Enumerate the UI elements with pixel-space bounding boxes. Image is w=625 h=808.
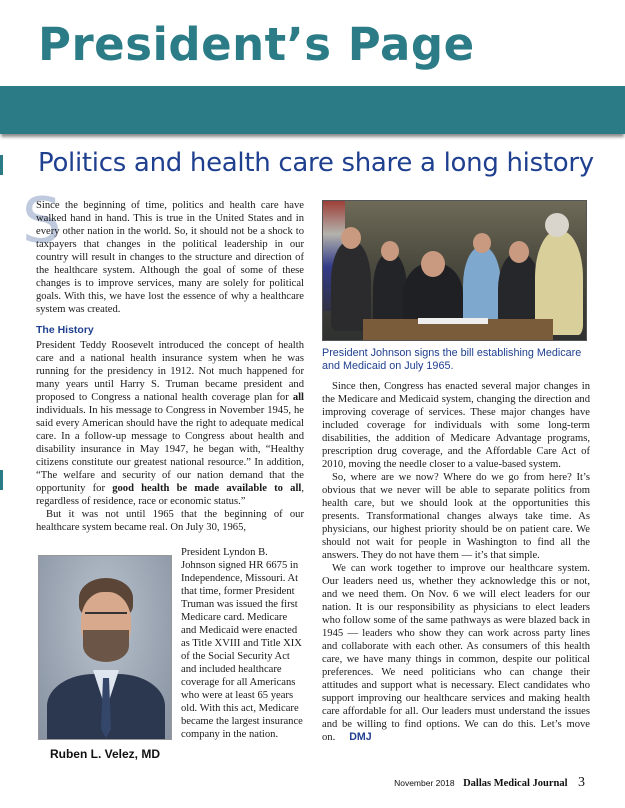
photo-caption: President Johnson signs the bill establishing Medicare and Medicaid on July 1965. [322, 347, 582, 372]
wrap-column [181, 546, 305, 741]
left-column [36, 199, 304, 534]
author-name: Ruben L. Velez, MD [49, 747, 160, 761]
issue-date: November 2018 [394, 778, 455, 788]
history-paragraph-2: But it was not until 1965 that the beginning of our healthcare system became real. On July 30, 1965, [36, 509, 304, 533]
header-band [0, 86, 625, 134]
margin-tick [0, 155, 3, 175]
history-paragraph-2-cont: President Lyndon B. Johnson signed HR 6675 in Independence, Missouri. At that time, former President Truman was issued the first Medicare card. Medicare and Medicaid were enacted as Title XVIII and Title XIX of the Social Security Act and included healthcare coverage for all Americans who were at least 65 years old. With this act, Medicare became the largest insurance company in the nation. [181, 547, 303, 740]
right-paragraph-1: Since then, Congress has enacted several major changes in the Medicare and Medicaid system, changing the direction and improving coverage of services. These major changes have included coverage for individuals with some long-term disabilities, the addition of Medicare Advantage programs, prescription drug coverage, and the Affordable Care Act of 2010, moving the needle closer to a value-based system. [322, 381, 590, 470]
right-paragraph-3: We can work together to improve our healthcare system. Our leaders need us, whether they acknowledge this or not, and we need them. On Nov. 6 we will elect leaders for our nation. It is our responsibility as physicians to elect leaders who follow some of the same pathways as were blazed back in 1945 — leaders who show they can work across party lines and collaborate with each other. As consumers of this health care, we have many things in common, despite our political preferences. We need politicians who can change their attitudes and support what is necessary. Elect candidates who support improving our healthcare services and making health care affordable for all. Our leaders must understand the issues and be willing to find options. We can do this. Let’s move on. DMJ [322, 563, 590, 743]
page-title: President’s Page [38, 18, 475, 71]
article-headline: Politics and health care share a long history [38, 148, 594, 178]
page-number: 3 [578, 775, 585, 790]
right-column [322, 380, 590, 744]
history-paragraph-1: President Teddy Roosevelt introduced the concept of health care and a national health insurance system when he was running for the presidency in 1912. Not much happened for many years until Harry S. Truman became president and proposed to Congress a national health coverage plan for all individuals. In his message to Congress in November 1945, he said every American should have the right to adequate medical care. In a follow-up message to Congress about health and disability insurance in May 1947, he began with, “Healthy citizens constitute our greatest national resource.” In addition, “The welfare and security of our nation demand that the opportunity for good health be made available to all, regardless of residence, race or economic status.” [36, 340, 304, 507]
right-paragraph-2: So, where are we now? Where do we go from here? It’s obvious that we never will be able to separate politics from health care, but we should look at the opportunities this presents. Transformational changes always take time. As physicians, our highest priority should be on patient care. We should not wait for people in Washington to find all the answers. They do not have them — it’s that simple. [322, 472, 590, 561]
drop-cap: S [22, 184, 62, 257]
margin-tick [0, 470, 3, 490]
intro-paragraph: Since the beginning of time, politics and health care have walked hand in hand. This is true in the United States and in every other nation in the world. So, it should not be a shock to taxpayers that changes in the political leadership in our country will result in changes to the structure and direction of the healthcare system. Although the goal of some of these changes is to improve services, many are solely for political goals. With this, we have lost the essence of why a healthcare system was created. [36, 200, 304, 315]
section-subhead: The History [36, 324, 94, 336]
signoff: DMJ [349, 731, 372, 743]
historical-photo [322, 200, 587, 341]
page-footer [394, 775, 585, 791]
journal-name: Dallas Medical Journal [463, 778, 568, 789]
author-portrait [38, 555, 172, 740]
